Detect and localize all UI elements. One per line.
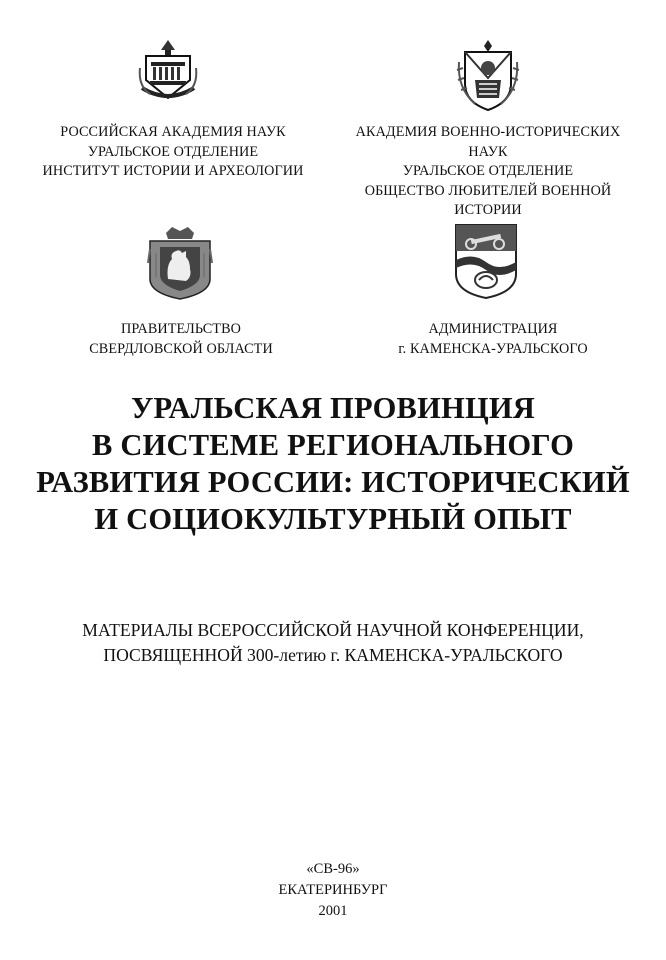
org-line: УРАЛЬСКОЕ ОТДЕЛЕНИЕ (87, 143, 259, 160)
ras-emblem-icon (138, 38, 198, 104)
org-line: НАУК (468, 143, 508, 160)
org-line: РОССИЙСКАЯ АКАДЕМИЯ НАУК (60, 124, 286, 140)
org-line: ОБЩЕСТВО ЛЮБИТЕЛЕЙ ВОЕННОЙ (364, 182, 612, 199)
title-line: И СОЦИОКУЛЬТУРНЫЙ ОПЫТ (94, 502, 572, 536)
title-line: В СИСТЕМЕ РЕГИОНАЛЬНОГО (91, 428, 575, 462)
publisher-city: ЕКАТЕРИНБУРГ (278, 882, 388, 898)
org-line: ИНСТИТУТ ИСТОРИИ И АРХЕОЛОГИИ (42, 163, 304, 179)
org-kamensk-administration (352, 320, 634, 359)
title-line: РАЗВИТИЯ РОССИИ: ИСТОРИЧЕСКИЙ (36, 465, 630, 499)
org-line: АКАДЕМИЯ ВОЕННО-ИСТОРИЧЕСКИХ (355, 124, 621, 140)
org-academy-of-sciences (0, 123, 346, 182)
kamensk-coat-of-arms-icon (453, 222, 519, 300)
subtitle-line: МАТЕРИАЛЫ ВСЕРОССИЙСКОЙ НАУЧНОЙ КОНФЕРЕНЦИИ, (82, 620, 584, 640)
book-subtitle (0, 618, 666, 668)
org-line: АДМИНИСТРАЦИЯ (428, 321, 558, 337)
publication-year: 2001 (318, 903, 348, 919)
org-line: УРАЛЬСКОЕ ОТДЕЛЕНИЕ (402, 163, 574, 179)
org-line: СВЕРДЛОВСКОЙ ОБЛАСТИ (89, 340, 273, 357)
title-line: УРАЛЬСКАЯ ПРОВИНЦИЯ (130, 391, 536, 425)
book-title (0, 390, 666, 538)
sverdlovsk-coat-of-arms-icon (146, 223, 214, 301)
subtitle-line: ПОСВЯЩЕННОЙ 300-летию г. КАМЕНСКА-УРАЛЬСКОГО (103, 645, 563, 665)
military-history-emblem-icon (455, 38, 521, 112)
org-line: ИСТОРИИ (454, 202, 522, 218)
publisher-imprint (0, 859, 666, 922)
org-military-history-academy (342, 123, 634, 221)
publisher-name: «СВ-96» (306, 861, 360, 877)
org-sverdlovsk-government (40, 320, 322, 359)
org-line: ПРАВИТЕЛЬСТВО (121, 321, 241, 337)
org-line: г. КАМЕНСКА-УРАЛЬСКОГО (398, 340, 588, 357)
